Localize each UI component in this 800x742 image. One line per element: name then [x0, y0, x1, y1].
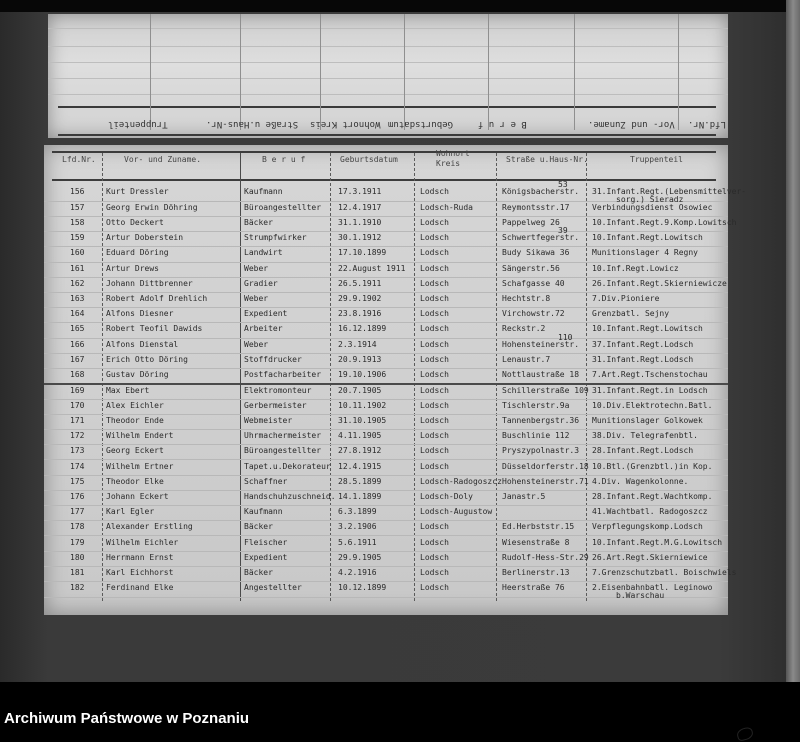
row-strasse: Schwertfegerstr. 39: [502, 225, 580, 242]
table-row: [44, 414, 728, 430]
mirrored-header: Straße u.Haus-Nr.: [206, 119, 299, 129]
row-wohnort: Lodsch: [420, 370, 449, 380]
row-truppenteil: 7.Art.Regt.Tschenstochau: [592, 370, 708, 380]
row-strasse: Berlinerstr.13: [502, 567, 570, 577]
mirrored-header-row: [48, 116, 728, 138]
row-truppenteil: 26.Infant.Regt.Skierniewicze: [592, 278, 727, 288]
row-geburtsdatum: 14.1.1899: [338, 491, 382, 501]
row-wohnort: Lodsch: [420, 248, 449, 258]
table-row: [44, 201, 728, 217]
table-row: [44, 581, 728, 601]
row-name: Otto Deckert: [106, 217, 164, 227]
row-strasse: Hohensteinerstr. 110: [502, 332, 580, 349]
row-truppenteil: Verpflegungskomp.Lodsch: [592, 522, 703, 532]
row-name: Wilhelm Ertner: [106, 461, 174, 471]
mirrored-header: Vor- und Zuname.: [588, 119, 675, 129]
upper-register-card: [48, 14, 728, 138]
row-beruf: Expedient: [244, 552, 288, 562]
row-name: Theodor Elke: [106, 476, 164, 486]
row-name: Ferdinand Elke: [106, 583, 174, 593]
header-truppenteil: Truppenteil: [630, 155, 683, 164]
row-geburtsdatum: 22.August 1911: [338, 263, 406, 273]
row-geburtsdatum: 4.11.1905: [338, 431, 382, 441]
mirrored-header: Geburtsdatum: [388, 119, 454, 129]
row-truppenteil: 28.Infant.Regt.Lodsch: [592, 446, 694, 456]
column-divider: [488, 14, 489, 130]
row-wohnort: Lodsch: [420, 294, 449, 303]
row-truppenteil: 38.Div. Telegrafenbtl.: [592, 431, 698, 441]
row-truppenteil: 2.Eisenbahnbatl. Leginowo b.Warschau: [592, 583, 713, 601]
column-divider: [404, 14, 405, 130]
table-row: [44, 429, 728, 445]
row-beruf: Landwirt: [244, 248, 283, 258]
row-beruf: Bäcker: [244, 567, 273, 577]
row-beruf: Kaufmann: [244, 507, 283, 517]
row-name: Karl Egler: [106, 507, 155, 517]
row-beruf: Webmeister: [244, 415, 293, 425]
row-geburtsdatum: 29.9.1902: [338, 294, 382, 303]
row-beruf: Postfacharbeiter: [244, 370, 322, 380]
row-beruf: Elektromonteur: [244, 385, 312, 395]
row-geburtsdatum: 6.3.1899: [338, 507, 377, 517]
row-strasse: Virchowstr.72: [502, 309, 565, 319]
header-rule: [58, 106, 716, 108]
table-row: [44, 262, 728, 278]
row-number: 182: [70, 583, 85, 593]
row-beruf: Büroangestellter: [244, 202, 322, 212]
table-row: [44, 536, 728, 552]
row-wohnort: Lodsch: [420, 400, 449, 410]
row-geburtsdatum: 29.9.1905: [338, 552, 382, 562]
table-row: [44, 505, 728, 521]
row-beruf: Schaffner: [244, 476, 288, 486]
row-geburtsdatum: 12.4.1917: [338, 202, 382, 212]
row-truppenteil: 41.Wachtbatl. Radogoszcz: [592, 507, 708, 517]
row-name: Wilhelm Eichler: [106, 537, 179, 547]
row-geburtsdatum: 31.1.1910: [338, 217, 382, 227]
row-truppenteil: Munitionslager 4 Regny: [592, 248, 698, 258]
row-strasse: Schillerstraße 109: [502, 385, 589, 395]
mirrored-header: B e r u f: [478, 119, 527, 129]
row-truppenteil: 10.Inf.Regt.Lowicz: [592, 263, 679, 273]
table-row: [44, 307, 728, 323]
row-geburtsdatum: 3.2.1906: [338, 522, 377, 532]
row-truppenteil: 10.Infant.Regt.Lowitsch: [592, 324, 703, 334]
row-name: Johann Dittbrenner: [106, 278, 193, 288]
row-truppenteil: 7.Div.Pioniere: [592, 294, 660, 303]
row-strasse: Schafgasse 40: [502, 278, 565, 288]
row-beruf: Expedient: [244, 309, 288, 319]
column-divider: [678, 14, 679, 130]
row-strasse: Lenaustr.7: [502, 355, 551, 365]
row-wohnort: Lodsch: [420, 567, 449, 577]
table-row: [44, 292, 728, 308]
register-header: [44, 145, 728, 181]
row-name: Robert Teofil Dawids: [106, 324, 203, 334]
row-strasse: Janastr.5: [502, 491, 546, 501]
row-name: Alexander Erstling: [106, 522, 193, 532]
row-wohnort: Lodsch: [420, 415, 449, 425]
table-row: [44, 353, 728, 369]
handwritten-mark: [736, 726, 755, 742]
row-geburtsdatum: 20.7.1905: [338, 385, 382, 395]
row-name: Alfons Diesner: [106, 309, 174, 319]
row-truppenteil: 37.Infant.Regt.Lodsch: [592, 339, 694, 349]
row-geburtsdatum: 19.10.1906: [338, 370, 387, 380]
row-beruf: Uhrmachermeister: [244, 431, 322, 441]
register-card: [44, 145, 747, 615]
row-strasse: Tannenbergstr.36: [502, 415, 580, 425]
header-geburtsdatum: Geburtsdatum: [340, 155, 398, 164]
row-beruf: Gradier: [244, 278, 278, 288]
row-wohnort: Lodsch-Doly: [420, 491, 473, 501]
row-strasse: Hechtstr.8: [502, 294, 551, 303]
row-wohnort: Lodsch: [420, 263, 449, 273]
row-strasse: Königsbacherstr. 53: [502, 180, 580, 196]
row-truppenteil: 10.Infant.Regt.M.G.Lowitsch: [592, 537, 723, 547]
row-number: 172: [70, 431, 85, 441]
row-number: 159: [70, 232, 85, 242]
row-truppenteil: 10.Infant.Regt.9.Komp.Lowitsch: [592, 217, 737, 227]
row-beruf: Kaufmann: [244, 187, 283, 196]
row-name: Eduard Döring: [106, 248, 169, 258]
row-number: 167: [70, 355, 85, 365]
row-strasse: Reymontsstr.17: [502, 202, 570, 212]
row-truppenteil: Munitionslager Golkowek: [592, 415, 703, 425]
row-number: 165: [70, 324, 85, 334]
row-truppenteil: 10.Infant.Regt.Lowitsch: [592, 232, 703, 242]
table-row: [44, 520, 728, 536]
row-name: Robert Adolf Drehlich: [106, 294, 208, 303]
header-wohnort: Wohnort Kreis: [436, 149, 470, 168]
row-name: Artur Doberstein: [106, 232, 184, 242]
row-name: Artur Drews: [106, 263, 159, 273]
row-wohnort: Lodsch: [420, 431, 449, 441]
row-name: Johann Eckert: [106, 491, 169, 501]
row-wohnort: Lodsch: [420, 385, 449, 395]
row-strasse: Wiesenstraße 8: [502, 537, 570, 547]
row-beruf: Stoffdrucker: [244, 355, 302, 365]
row-name: Kurt Dressler: [106, 187, 169, 196]
row-beruf: Bäcker: [244, 217, 273, 227]
row-beruf: Büroangestellter: [244, 446, 322, 456]
row-number: 163: [70, 294, 85, 303]
table-row: [44, 322, 728, 338]
row-geburtsdatum: 4.2.1916: [338, 567, 377, 577]
row-geburtsdatum: 20.9.1913: [338, 355, 382, 365]
header-strasse: Straße u.Haus-Nr.: [506, 155, 588, 164]
row-beruf: Weber: [244, 294, 269, 303]
row-name: Wilhelm Endert: [106, 431, 174, 441]
row-beruf: Arbeiter: [244, 324, 283, 334]
row-truppenteil: 10.Div.Elektrotechn.Batl.: [592, 400, 713, 410]
row-geburtsdatum: 28.5.1899: [338, 476, 382, 486]
header-name: Vor- und Zuname.: [124, 155, 202, 164]
row-wohnort: Lodsch: [420, 355, 449, 365]
row-number: 169: [70, 385, 85, 395]
row-wohnort: Lodsch: [420, 461, 449, 471]
row-beruf: Strumpfwirker: [244, 232, 307, 242]
row-name: Georg Erwin Döhring: [106, 202, 198, 212]
row-beruf: Gerbermeister: [244, 400, 307, 410]
row-beruf: Fleischer: [244, 537, 288, 547]
row-strasse: Ed.Herbststr.15: [502, 522, 575, 532]
row-truppenteil: 31.Infant.Regt.in Lodsch: [592, 385, 708, 395]
row-strasse: Nottlaustraße 18: [502, 370, 580, 380]
row-wohnort: Lodsch: [420, 537, 449, 547]
mirrored-header: Truppenteil: [108, 119, 168, 129]
table-row: [44, 566, 737, 582]
row-truppenteil: 10.Btl.(Grenzbtl.)in Kop.: [592, 461, 713, 471]
row-wohnort: Lodsch: [420, 446, 449, 456]
header-beruf: B e r u f: [262, 155, 306, 164]
row-number: 162: [70, 278, 85, 288]
row-number: 164: [70, 309, 85, 319]
row-geburtsdatum: 31.10.1905: [338, 415, 387, 425]
row-beruf: Handschuhzuschneid.: [244, 491, 336, 501]
row-geburtsdatum: 17.3.1911: [338, 187, 382, 196]
row-strasse: Düsseldorferstr.18: [502, 461, 589, 471]
row-strasse: Reckstr.2: [502, 324, 546, 334]
row-strasse-number: 110: [558, 332, 573, 342]
row-truppenteil: 31.Infant.Regt.Lodsch: [592, 355, 694, 365]
row-wohnort: Lodsch: [420, 552, 449, 562]
row-geburtsdatum: 26.5.1911: [338, 278, 382, 288]
table-row: [44, 332, 728, 355]
row-strasse-number: 53: [558, 180, 568, 189]
row-number: 176: [70, 491, 85, 501]
row-wohnort: Lodsch: [420, 583, 449, 593]
row-truppenteil: Grenzbatl. Sejny: [592, 309, 670, 319]
row-number: 158: [70, 217, 85, 227]
row-wohnort: Lodsch: [420, 187, 449, 196]
table-row: [44, 490, 728, 506]
column-divider: [574, 14, 575, 130]
row-beruf: Angestellter: [244, 583, 302, 593]
table-row: [44, 277, 728, 293]
row-wohnort: Lodsch: [420, 522, 449, 532]
row-geburtsdatum: 23.8.1916: [338, 309, 382, 319]
table-row: [44, 444, 728, 460]
row-name: Georg Eckert: [106, 446, 164, 456]
row-strasse: Sängerstr.56: [502, 263, 560, 273]
row-geburtsdatum: 27.8.1912: [338, 446, 382, 456]
row-strasse: Tischlerstr.9a: [502, 400, 570, 410]
row-geburtsdatum: 5.6.1911: [338, 537, 377, 547]
table-row: [44, 384, 728, 400]
row-number: 179: [70, 537, 85, 547]
row-geburtsdatum: 12.4.1915: [338, 461, 382, 471]
row-name: Herrmann Ernst: [106, 552, 174, 562]
row-strasse: Pappelweg 26: [502, 217, 560, 227]
row-number: 173: [70, 446, 85, 456]
row-truppenteil: 28.Infant.Regt.Wachtkomp.: [592, 491, 713, 501]
row-geburtsdatum: 10.11.1902: [338, 400, 387, 410]
row-truppenteil: Verbindungsdienst Osowiec: [592, 202, 713, 212]
row-name: Max Ebert: [106, 385, 150, 395]
row-strasse: Budy Sikawa 36: [502, 248, 570, 258]
row-number: 156: [70, 187, 85, 196]
row-wohnort: Lodsch-Radogoszcz: [420, 476, 502, 486]
table-row: [44, 225, 728, 248]
row-geburtsdatum: 17.10.1899: [338, 248, 387, 258]
table-row: [44, 460, 728, 476]
header-nr: Lfd.Nr.: [62, 155, 96, 164]
table-row: [44, 551, 728, 567]
row-strasse: Buschlinie 112: [502, 431, 570, 441]
row-wohnort: Lodsch: [420, 324, 449, 334]
table-row: [44, 399, 728, 415]
row-number: 178: [70, 522, 85, 532]
row-name: Alfons Dienstal: [106, 339, 179, 349]
row-strasse-number: 39: [558, 225, 568, 235]
row-truppenteil-cont: b.Warschau: [616, 591, 665, 601]
mirrored-header: Lfd.Nr.: [688, 119, 726, 129]
row-number: 174: [70, 461, 85, 471]
row-name: Gustav Döring: [106, 370, 169, 380]
row-wohnort: Lodsch: [420, 278, 449, 288]
row-wohnort: Lodsch: [420, 217, 449, 227]
row-geburtsdatum: 30.1.1912: [338, 232, 382, 242]
row-name: Erich Otto Döring: [106, 355, 188, 365]
film-edge-strip: [786, 0, 800, 682]
row-truppenteil: 31.Infant.Regt.(Lebensmittelver- sorg.) Sieradz: [592, 187, 747, 204]
row-number: 170: [70, 400, 85, 410]
column-divider: [320, 14, 321, 130]
table-row: [44, 180, 747, 204]
row-wohnort: Lodsch: [420, 232, 449, 242]
row-truppenteil: 26.Art.Regt.Skierniewice: [592, 552, 708, 562]
row-strasse: Heerstraße 76: [502, 583, 565, 593]
row-strasse: Pryszypolnastr.3: [502, 446, 580, 456]
row-wohnort: Lodsch-Augustow: [420, 507, 493, 517]
table-row: [44, 246, 728, 262]
row-truppenteil: 4.Div. Wagenkolonne.: [592, 476, 689, 486]
row-number: 181: [70, 567, 85, 577]
row-geburtsdatum: 2.3.1914: [338, 339, 377, 349]
mirrored-header: Wohnort Kreis: [310, 119, 381, 129]
row-number: 157: [70, 202, 85, 212]
row-name: Karl Eichhorst: [106, 567, 174, 577]
row-number: 160: [70, 248, 85, 258]
column-divider: [240, 14, 241, 130]
row-geburtsdatum: 10.12.1899: [338, 583, 387, 593]
row-truppenteil: 7.Grenzschutzbatl. Boischwiels: [592, 567, 737, 577]
row-beruf: Tapet.u.Dekorateur: [244, 461, 331, 471]
row-number: 175: [70, 476, 85, 486]
row-wohnort: Lodsch-Ruda: [420, 202, 473, 212]
row-strasse: Rudolf-Hess-Str.29: [502, 552, 589, 562]
row-wohnort: Lodsch: [420, 309, 449, 319]
row-wohnort: Lodsch: [420, 339, 449, 349]
row-truppenteil-cont: sorg.) Sieradz: [616, 195, 684, 204]
row-number: 166: [70, 339, 85, 349]
row-beruf: Bäcker: [244, 522, 273, 532]
row-number: 171: [70, 415, 85, 425]
row-number: 177: [70, 507, 85, 517]
row-name: Alex Eichler: [106, 400, 164, 410]
table-row: [44, 475, 728, 491]
column-divider: [150, 14, 151, 130]
row-number: 180: [70, 552, 85, 562]
row-number: 168: [70, 370, 85, 380]
row-strasse: Hohensteinerstr.71: [502, 476, 589, 486]
row-number: 161: [70, 263, 85, 273]
archive-caption: Archiwum Państwowe w Poznaniu: [4, 710, 250, 727]
row-geburtsdatum: 16.12.1899: [338, 324, 387, 334]
row-name: Theodor Ende: [106, 415, 164, 425]
row-beruf: Weber: [244, 339, 269, 349]
top-film-border: [0, 0, 800, 12]
row-beruf: Weber: [244, 263, 269, 273]
table-row: [44, 216, 737, 232]
